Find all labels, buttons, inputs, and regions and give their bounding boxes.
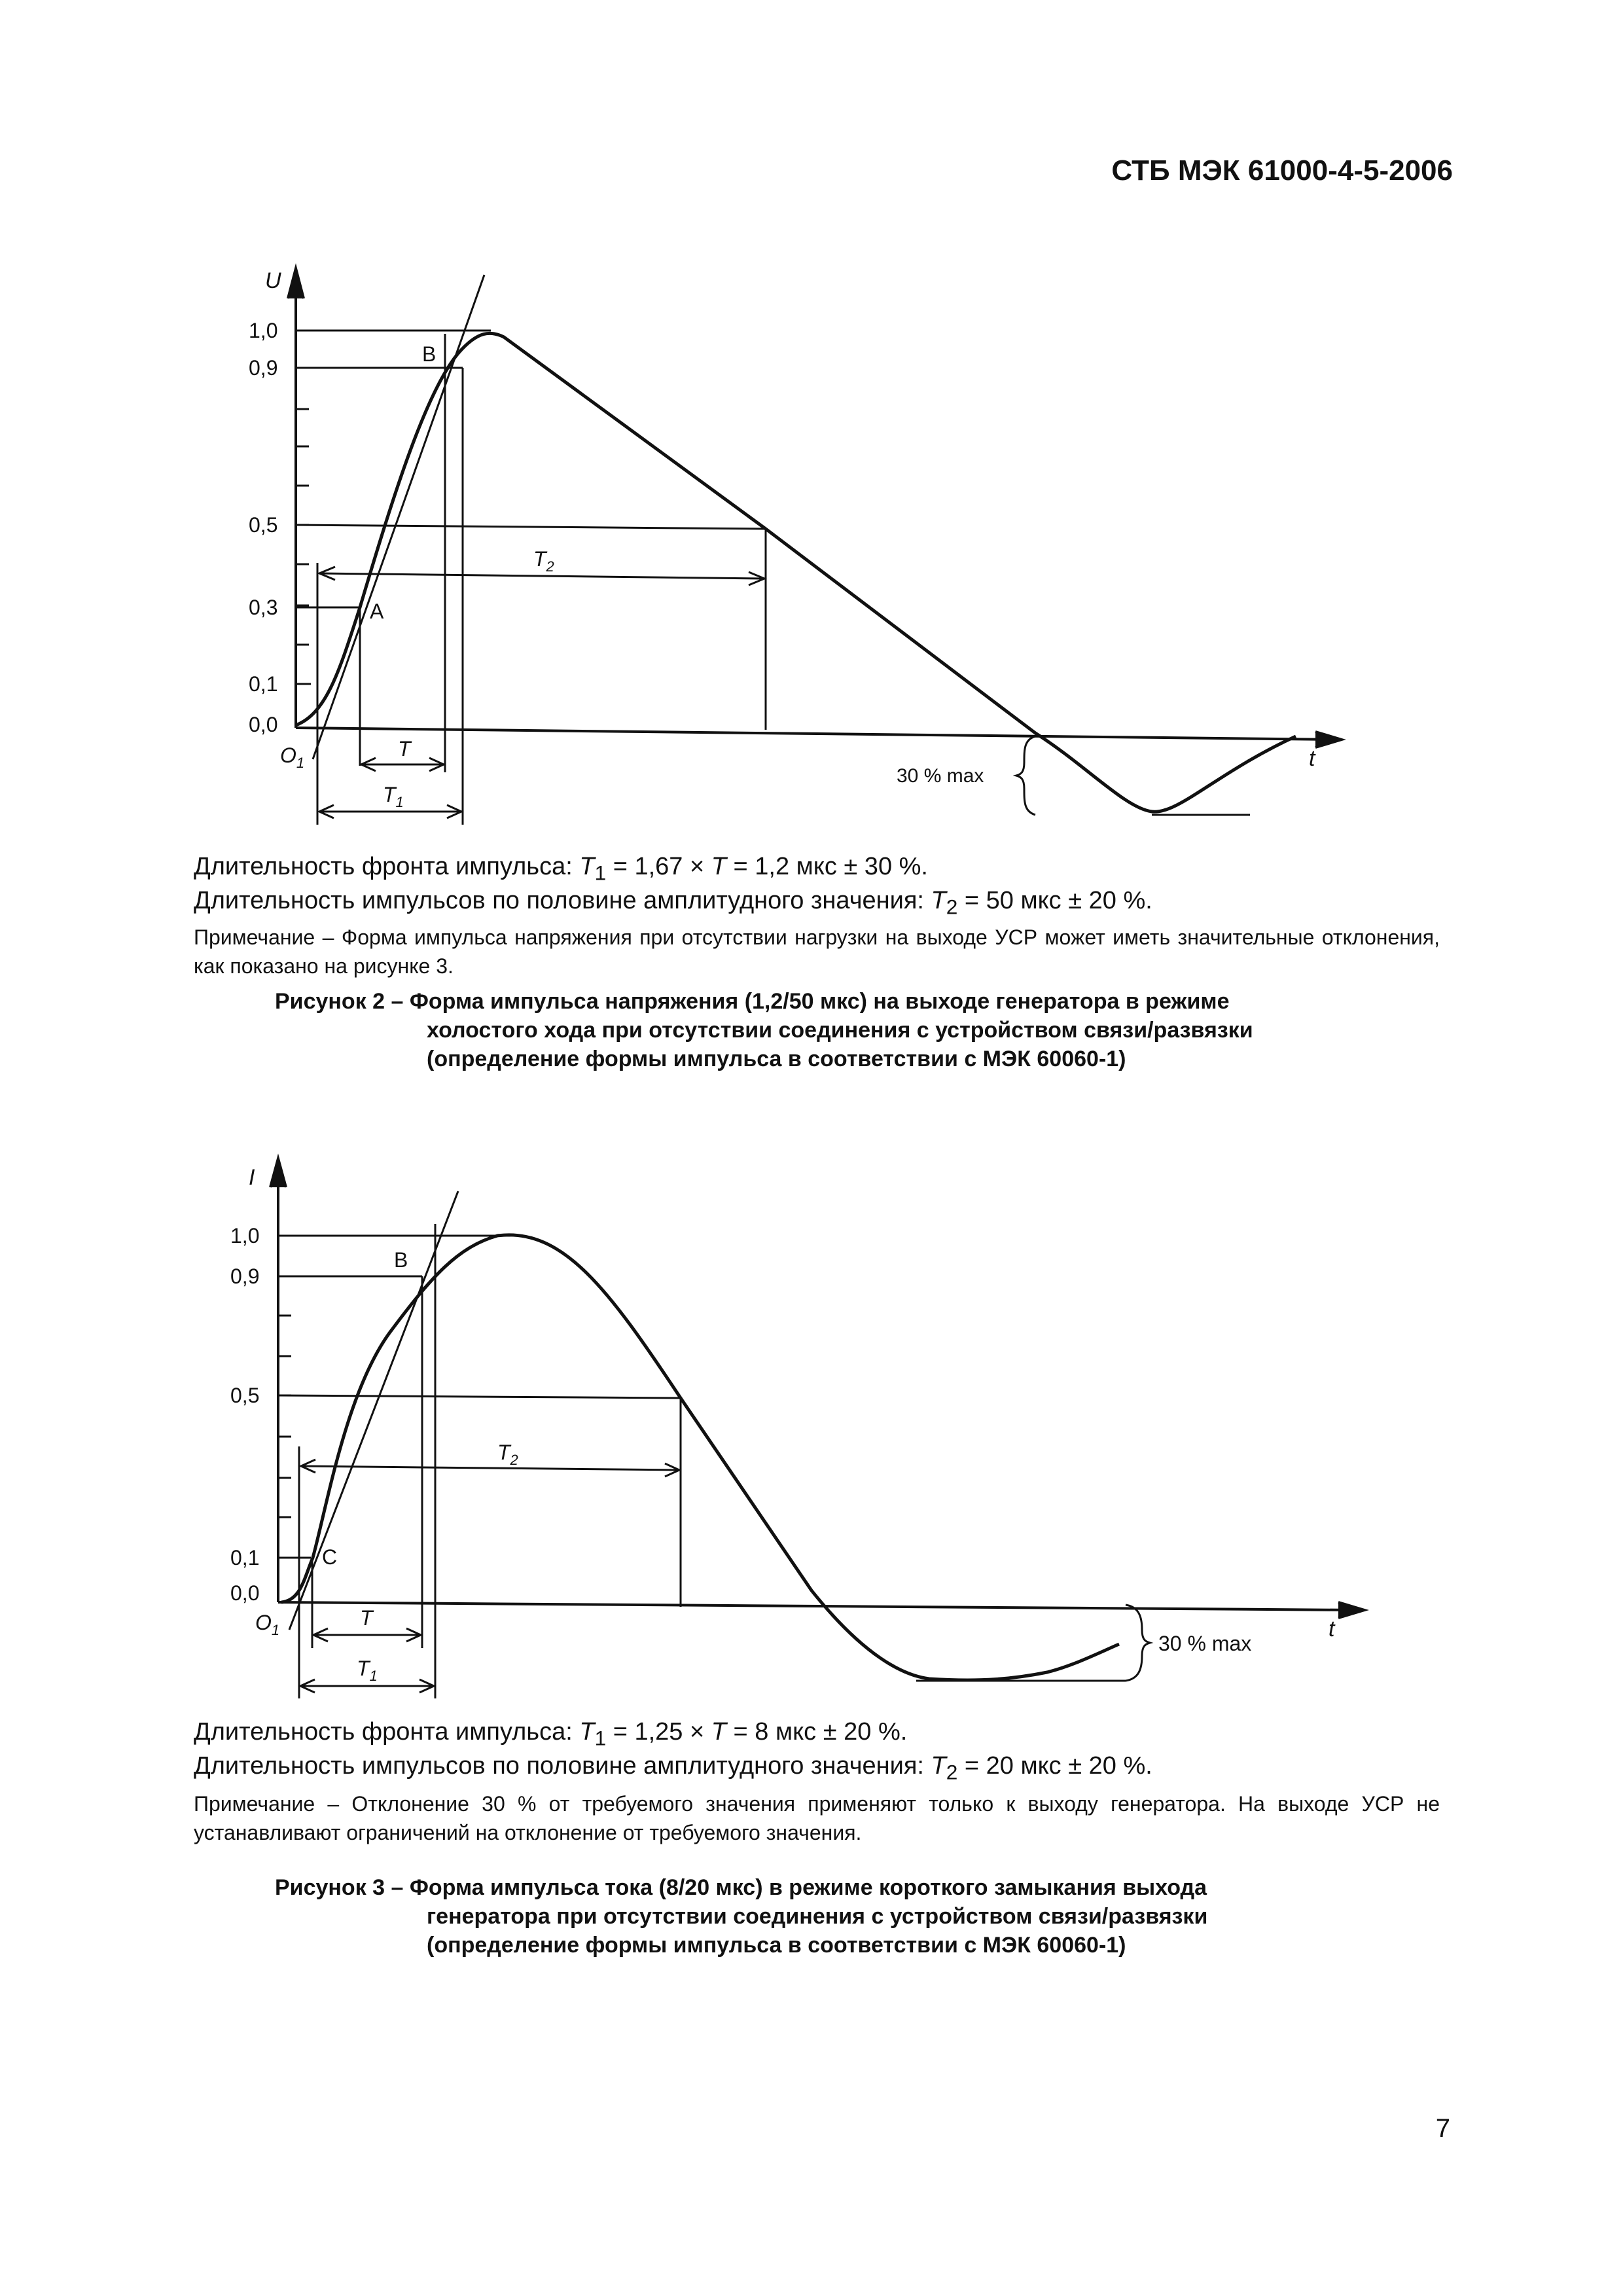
x-axis-label: t: [1329, 1617, 1335, 1641]
point-b-label: B: [394, 1248, 408, 1272]
point-a-label: A: [370, 600, 384, 623]
tangent-line: [313, 275, 484, 759]
figure-3-svg: [0, 1113, 1623, 1767]
point-b-label: B: [422, 342, 437, 366]
t2-label: $T_2$: [497, 1441, 518, 1468]
figure-3-note: Примечание – Отклонение 30 % от требуемого значения применяют только к выходу генератора. На выходе УСР не устанавливают ограничений на отклонение от требуемого значения.: [194, 1792, 1440, 1844]
x-axis: [278, 1602, 1358, 1610]
figure-2-front-duration: Длительность фронта импульса: $T_1 = 1,67 \times T = 1,2$ мкс ± 30 %.: [194, 853, 928, 885]
tangent-line: [289, 1191, 458, 1630]
tick-label-1-0: 1,0: [230, 1224, 260, 1247]
x-axis-arrow: [1315, 732, 1342, 747]
undershoot-label: 30 % max: [897, 765, 984, 787]
dimension-arrows: [319, 567, 764, 818]
y-ticks: [296, 331, 309, 684]
figure-2-note: Примечание – Форма импульса напряжения при отсутствии нагрузки на выходе УСР может иметь значительные отклонения, как показано на рисунке 3.: [194, 925, 1440, 978]
x-axis: [296, 728, 1335, 740]
tick-label-0-0: 0,0: [230, 1581, 260, 1605]
y-axis-label: U: [265, 268, 281, 293]
undershoot-label: 30 % max: [1158, 1632, 1252, 1655]
tick-label-0-0: 0,0: [249, 713, 278, 736]
figure-3-front-duration: Длительность фронта импульса: $T_1 = 1,25 \times T = 8$ мкс ± 20 %.: [194, 1718, 908, 1750]
undershoot-brace: [1126, 1605, 1150, 1681]
x-axis-label: t: [1309, 746, 1315, 771]
tick-label-0-9: 0,9: [249, 356, 278, 380]
undershoot-brace: [1016, 736, 1035, 815]
tick-label-0-9: 0,9: [230, 1265, 260, 1288]
tick-label-0-1: 0,1: [230, 1546, 260, 1570]
t1-label: $T_1$: [383, 783, 404, 810]
reference-lines: [278, 1224, 681, 1698]
tick-label-0-5: 0,5: [249, 513, 278, 537]
y-ticks: [278, 1236, 291, 1558]
tick-label-0-5: 0,5: [230, 1384, 260, 1407]
t2-label: $T_2$: [533, 547, 554, 575]
page-number: 7: [1435, 2114, 1450, 2143]
figure-2-chart: [0, 0, 1623, 851]
document-id: СТБ МЭК 61000-4-5-2006: [1111, 154, 1453, 187]
y-axis-label: I: [249, 1165, 255, 1190]
origin-label: $O_1$: [280, 744, 305, 771]
origin-label: $O_1$: [255, 1611, 280, 1638]
figure-2-caption: Рисунок 2 – Форма импульса напряжения (1,2/50 мкс) на выходе генератора в режиме холостого хода при отсутствии соединения с устройством связи/развязки (определение формы импульса в соответствии с МЭК 60060-1): [275, 989, 1253, 1071]
t1-label: $T_1$: [357, 1657, 378, 1684]
figure-3-half-amplitude-duration: Длительность импульсов по половине амплитудного значения: $T_2 = 20$ мкс ± 20 %.: [194, 1752, 1152, 1784]
figure-2-svg: [0, 0, 1623, 851]
t-label: T: [360, 1606, 373, 1630]
x-axis-arrow: [1338, 1602, 1364, 1618]
point-c-label: C: [322, 1545, 338, 1569]
tick-label-0-3: 0,3: [249, 596, 278, 619]
t-label: T: [398, 737, 411, 761]
y-axis-arrow: [270, 1158, 286, 1187]
figure-2-half-amplitude-duration: Длительность импульсов по половине амплитудного значения: $T_2 = 50$ мкс ± 20 %.: [194, 887, 1152, 919]
tick-label-1-0: 1,0: [249, 319, 278, 342]
figure-3-caption: Рисунок 3 – Форма импульса тока (8/20 мкс) в режиме короткого замыкания выхода генератора при отсутствии соединения с устройством связи/развязки (определение формы импульса в соответствии с МЭК 60060-1): [275, 1875, 1208, 1958]
y-axis-arrow: [288, 268, 304, 298]
figure-3-chart: [0, 1113, 1623, 1767]
current-curve: [281, 1235, 1119, 1680]
tick-label-0-1: 0,1: [249, 672, 278, 696]
